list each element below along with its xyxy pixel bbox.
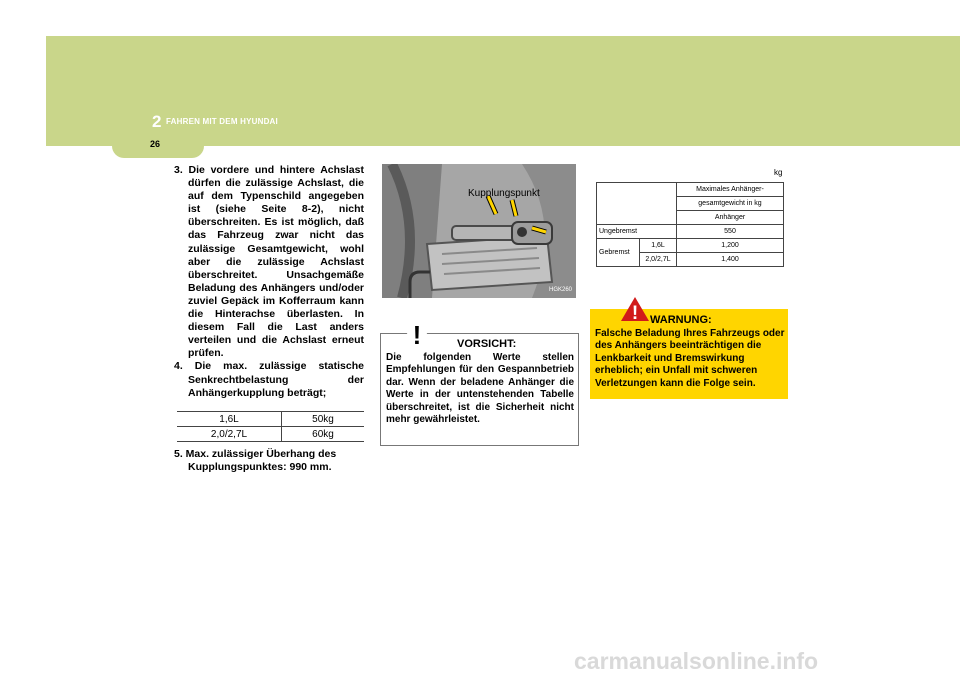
hitch-illustration xyxy=(382,164,576,298)
caution-text: Die folgenden Werte stellen Empfehlungen für den Gespannbetrieb dar. Wenn der beladene Anhänger die Werte in der untenstehenden Tabelle überschreitet, ist die Sicherheit nicht mehr gewährleistet. xyxy=(386,352,574,426)
table-subheader: Anhänger xyxy=(677,211,784,225)
svg-text:!: ! xyxy=(412,320,422,348)
chapter-title: FAHREN MIT DEM HYUNDAI xyxy=(166,117,278,126)
table-row xyxy=(597,239,784,253)
hitch-photo xyxy=(382,164,576,298)
warning-triangle-icon xyxy=(399,316,435,348)
unit-label: kg xyxy=(774,168,783,177)
table-cell: 60kg xyxy=(282,427,365,442)
page-number: 26 xyxy=(150,139,161,149)
chapter-number: 2 xyxy=(152,112,162,131)
warning-box xyxy=(590,303,788,399)
table-cell: 1,400 xyxy=(677,253,784,267)
table-row xyxy=(177,412,364,427)
image-code: HGK260 xyxy=(548,287,572,293)
table-cell-empty xyxy=(597,183,677,225)
warning-title: WARNUNG: xyxy=(650,314,712,326)
table-cell: 1,200 xyxy=(677,239,784,253)
header-band xyxy=(46,36,960,146)
axle-load-instructions xyxy=(174,164,364,400)
caution-title: VORSICHT: xyxy=(457,338,517,350)
table-cell: Ungebremst xyxy=(597,225,677,239)
instruction-item-5: 5. Max. zulässiger Überhang des Kupplungspunktes: 990 mm. xyxy=(174,448,337,474)
warning-text: Falsche Beladung Ihres Fahrzeugs oder des Anhängers beeinträchtigen die Lenkbarkeit und Bremswirkung erheblich; ein Unfall mit schweren Verletzungen kann die Folge sein. xyxy=(595,328,785,389)
trailer-weight-table xyxy=(596,182,784,267)
warning-triangle-icon xyxy=(620,296,650,322)
coupling-point-label: Kupplungspunkt xyxy=(468,188,540,199)
table-row xyxy=(177,427,364,442)
table-cell: Gebremst xyxy=(597,239,640,267)
svg-text:!: ! xyxy=(631,303,639,322)
table-header: Maximales Anhänger- xyxy=(677,183,784,197)
table-cell: 2,0/2,7L xyxy=(640,253,677,267)
table-header: gesamtgewicht in kg xyxy=(677,197,784,211)
instruction-item-3: 3. Die vordere und hintere Achslast dürfen die zulässige Achslast, die auf dem Typenschild angegeben ist (siehe Seite 8-2), nicht überschreiten. Es ist möglich, daß das Fahrzeug zwar nicht das zulässige Gesamtgewicht, wohl aber die zulässige Achslast überschreitet. Unsachgemäße Beladung des Anhängers und/oder zuviel Gepäck im Kofferraum kann die Hinterachse überlasten. In diesem Fall die Last anders verteilen und die Achslast erneut prüfen. xyxy=(174,164,364,360)
table-row xyxy=(597,183,784,197)
vertical-load-table xyxy=(177,411,364,442)
table-cell: 1,6L xyxy=(640,239,677,253)
table-cell: 1,6L xyxy=(177,412,282,427)
table-cell: 2,0/2,7L xyxy=(177,427,282,442)
caution-box xyxy=(380,320,579,446)
instruction-item-4: 4. Die max. zulässige statische Senkrechtbelastung der Anhängerkupplung beträgt; xyxy=(174,360,364,399)
table-cell: 550 xyxy=(677,225,784,239)
table-row xyxy=(597,225,784,239)
table-cell: 50kg xyxy=(282,412,365,427)
watermark: carmanualsonline.info xyxy=(574,648,819,674)
